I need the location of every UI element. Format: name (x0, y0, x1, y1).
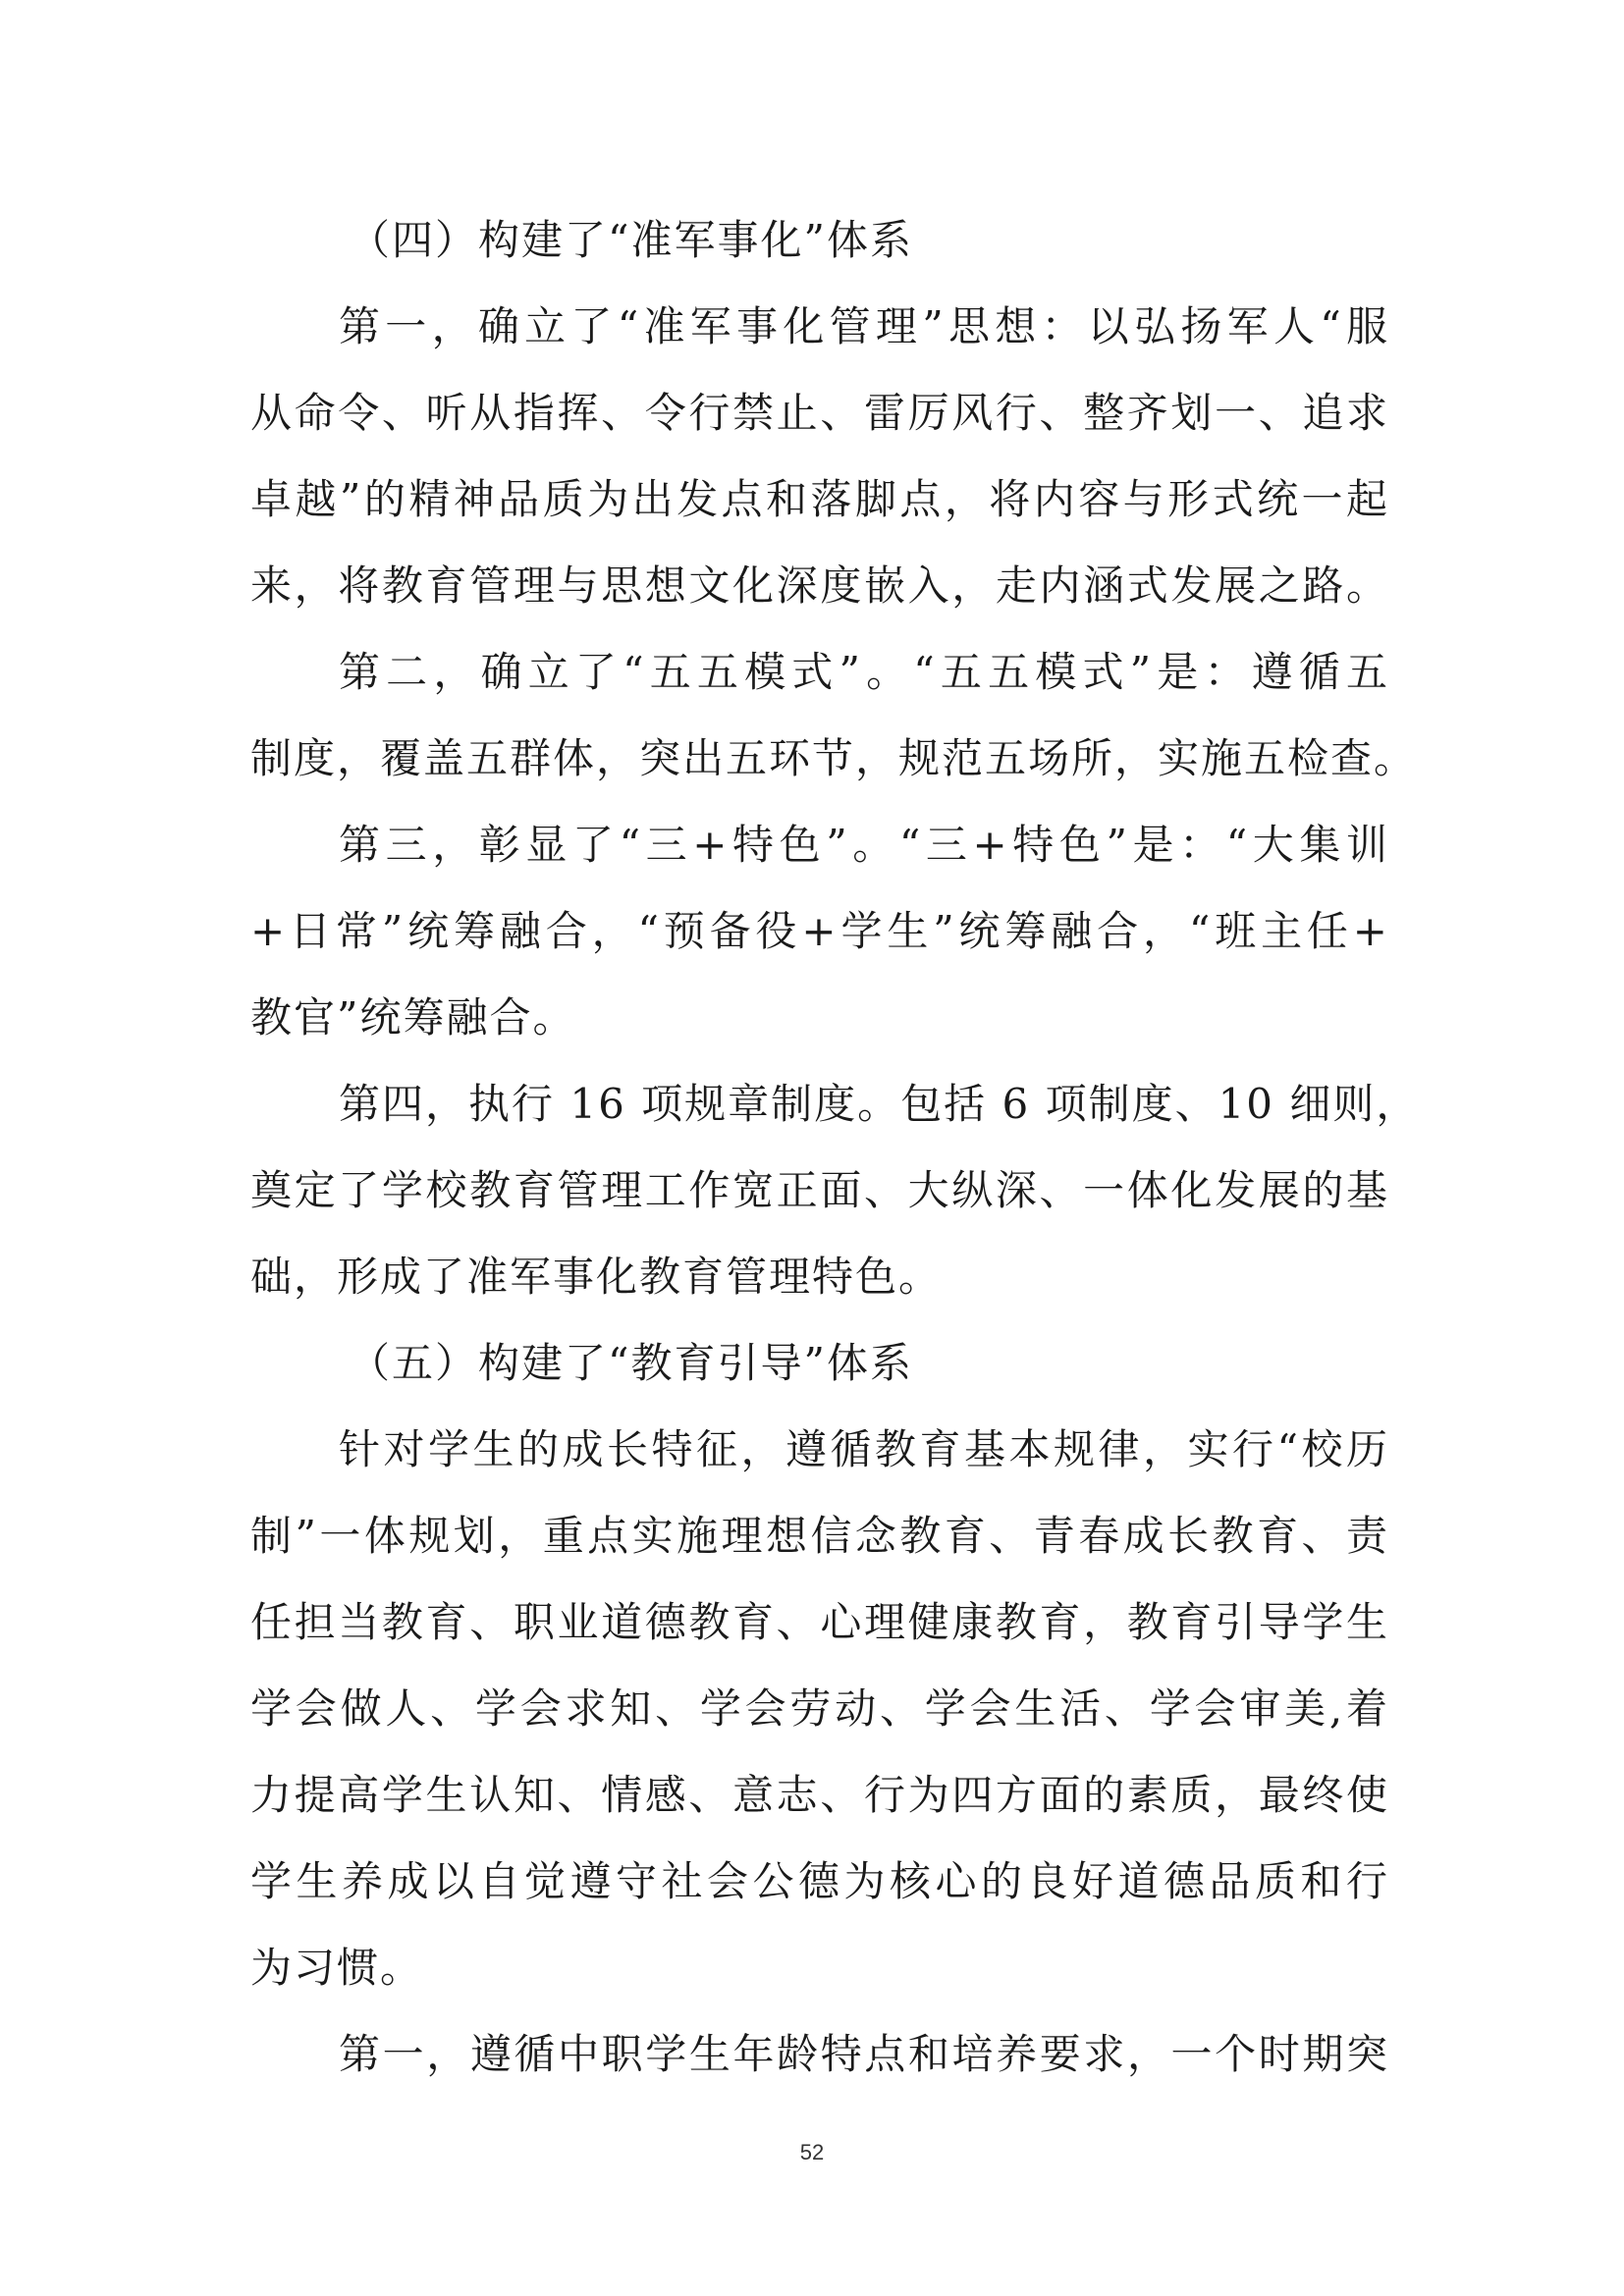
section-heading-4: （四）构建了“准军事化”体系 (349, 216, 913, 264)
paragraph-line: 从命令、听从指挥、令行禁止、雷厉风行、整齐划一、追求 (250, 389, 1389, 437)
paragraph-line: 针对学生的成长特征，遵循教育基本规律，实行“校历 (339, 1425, 1389, 1473)
paragraph-line: +日常”统筹融合，“预备役+学生”统筹融合，“班主任+ (250, 907, 1389, 955)
paragraph-line: 第二，确立了“五五模式”。“五五模式”是：遵循五 (339, 648, 1389, 696)
paragraph-line: 制”一体规划，重点实施理想信念教育、青春成长教育、责 (250, 1512, 1389, 1560)
paragraph-line: 第三，彰显了“三+特色”。“三+特色”是：“大集训 (339, 821, 1389, 869)
paragraph-line: 学会做人、学会求知、学会劳动、学会生活、学会审美,着 (250, 1684, 1389, 1733)
paragraph-line: 力提高学生认知、情感、意志、行为四方面的素质，最终使 (250, 1771, 1389, 1819)
paragraph-line: 卓越”的精神品质为出发点和落脚点，将内容与形式统一起 (250, 475, 1389, 523)
paragraph-line: 第一，确立了“准军事化管理”思想：以弘扬军人“服 (339, 302, 1389, 350)
section-heading-5: （五）构建了“教育引导”体系 (349, 1339, 913, 1387)
paragraph-line: 来，将教育管理与思想文化深度嵌入，走内涵式发展之路。 (250, 561, 1389, 610)
paragraph-line: 第一，遵循中职学生年龄特点和培养要求，一个时期突 (339, 2030, 1389, 2078)
paragraph-line: 学生养成以自觉遵守社会公德为核心的良好道德品质和行 (250, 1857, 1389, 1905)
paragraph-line: 础，形成了准军事化教育管理特色。 (250, 1253, 943, 1301)
page-number: 52 (799, 2140, 825, 2164)
paragraph-line: 任担当教育、职业道德教育、心理健康教育，教育引导学生 (250, 1598, 1389, 1646)
paragraph-line: 第四，执行 16 项规章制度。包括 6 项制度、10 细则， (339, 1080, 1420, 1128)
paragraph-line: 为习惯。 (250, 1944, 424, 1992)
paragraph-line: 奠定了学校教育管理工作宽正面、大纵深、一体化发展的基 (250, 1166, 1389, 1214)
paragraph-line: 制度，覆盖五群体，突出五环节，规范五场所，实施五检查。 (250, 734, 1418, 782)
paragraph-line: 教官”统筹融合。 (250, 993, 576, 1041)
